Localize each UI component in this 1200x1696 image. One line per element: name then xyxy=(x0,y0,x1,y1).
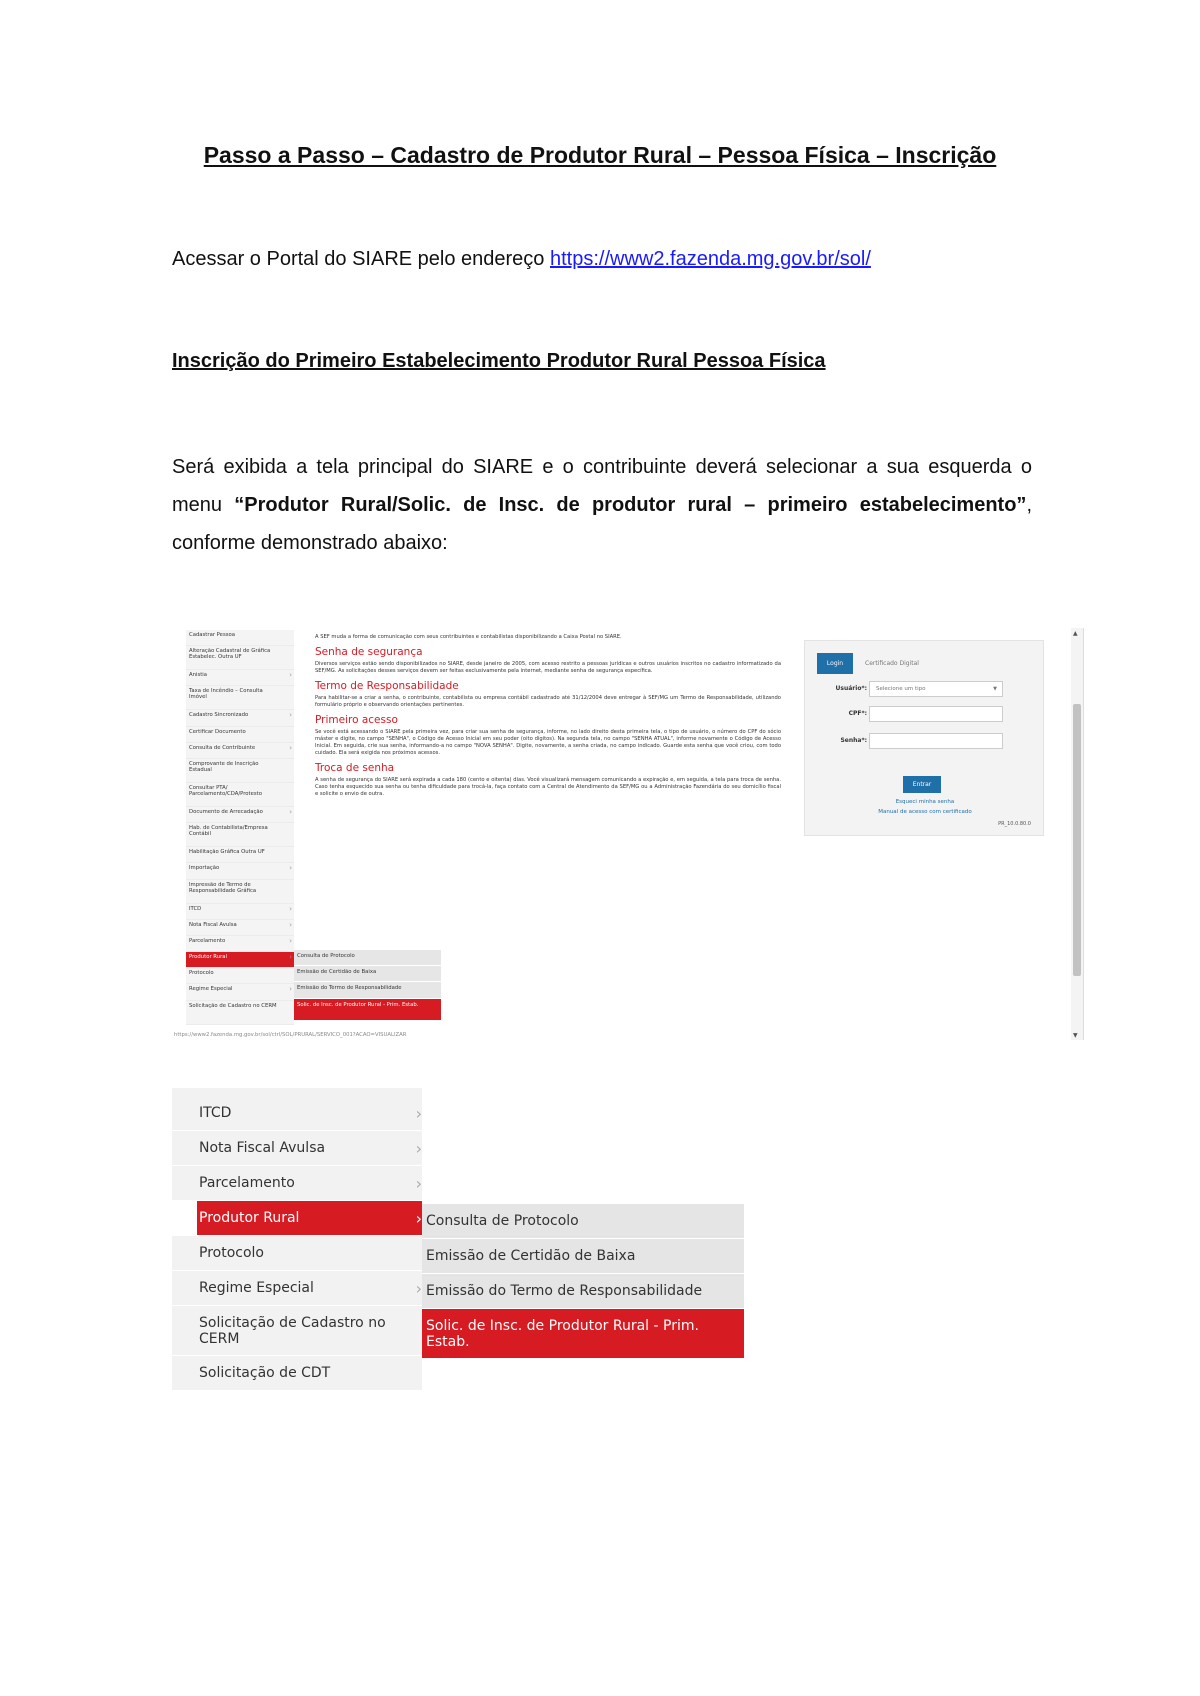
sidebar-menu-item[interactable]: Nota Fiscal Avulsa › xyxy=(186,920,294,936)
sidebar-menu-item[interactable]: Consulta de Contribuinte › xyxy=(186,743,294,759)
zoomed-menu-screenshot xyxy=(172,1088,744,1388)
section-heading: Inscrição do Primeiro Estabelecimento Produtor Rural Pessoa Física xyxy=(172,350,826,372)
sidebar-menu-item[interactable]: ITCD › xyxy=(186,904,294,920)
submenu-item[interactable]: Emissão do Termo de Responsabilidade xyxy=(294,982,441,998)
zoomed-sidebar-menu-item[interactable]: Solicitação de Cadastro no CERM xyxy=(172,1306,422,1356)
content-section-text: Diversos serviços estão sendo disponibilizados no SIARE, desde janeiro de 2005, com acesso restrito a pessoas jurídicas e outros usuários inscritos no cadastro informatizado da SEF/MG. As solicitações desses serviços devem ser feitas exclusivamente pela internet, mediante senha de segurança específica. xyxy=(315,661,781,674)
produtor-rural-submenu xyxy=(294,950,441,1021)
access-text: Acessar o Portal do SIARE pelo endereço xyxy=(172,248,545,270)
sidebar-menu-item[interactable]: Impressão de Termo de Responsabilidade Gráfica xyxy=(186,880,294,904)
zoomed-submenu-item[interactable]: Solic. de Insc. de Produtor Rural - Prim. Estab. xyxy=(422,1309,744,1359)
zoomed-produtor-rural-submenu xyxy=(422,1204,744,1359)
login-panel xyxy=(804,640,1044,836)
sidebar-menu-item[interactable]: Comprovante de Inscrição Estadual xyxy=(186,759,294,783)
sidebar-menu-item[interactable]: Certificar Documento xyxy=(186,727,294,743)
scroll-up-icon[interactable]: ▲ xyxy=(1073,630,1078,637)
scroll-down-icon[interactable]: ▼ xyxy=(1073,1032,1078,1039)
instruction-paragraph xyxy=(172,448,1032,562)
sidebar-menu-item[interactable]: Documento de Arrecadação › xyxy=(186,807,294,823)
access-instruction xyxy=(172,248,871,271)
zoomed-sidebar-menu-item[interactable]: Produtor Rural › xyxy=(197,1201,422,1236)
password-label: Senha*: xyxy=(840,737,867,744)
sidebar-menu-item[interactable]: Cadastro Sincronizado › xyxy=(186,710,294,726)
status-bar-url: https://www2.fazenda.mg.gov.br/sol/ctrl/SOL/PRURAL/SERVICO_001?ACAO=VISUALIZAR xyxy=(174,1032,407,1038)
siare-main-content xyxy=(315,634,781,798)
content-section-heading: Senha de segurança xyxy=(315,646,423,658)
submenu-item[interactable]: Emissão de Certidão de Baixa xyxy=(294,966,441,982)
document-title: Passo a Passo – Cadastro de Produtor Rural – Pessoa Física – Inscrição xyxy=(203,142,997,168)
content-section-heading: Primeiro acesso xyxy=(315,714,398,726)
enter-button[interactable]: Entrar xyxy=(903,776,941,793)
version-label: PR_10.0.80.0 xyxy=(998,821,1031,827)
caixa-postal-intro: A SEF muda a forma de comunicação com seus contribuintes e contabilistas disponibilizando a Caixa Postal no SIARE. xyxy=(315,634,622,640)
sidebar-menu-item[interactable]: Regime Especial › xyxy=(186,984,294,1000)
sidebar-menu-item[interactable]: Parcelamento › xyxy=(186,936,294,952)
siare-main-screenshot xyxy=(172,628,1084,1040)
menu-top-strip xyxy=(172,1088,422,1096)
sidebar-menu-item[interactable]: Importação › xyxy=(186,863,294,879)
content-section-text: A senha de segurança do SIARE será expirada a cada 180 (cento e oitenta) dias. Você visualizará mensagem comunicando a expiração e, em seguida, a tela para troca de senha. Caso tenha esquecido sua senha ou tenha dificuldade para trocá-la, faça contato com a Central de Atendimento da SEF/MG ou a Administração Fazendária do seu domicílio fiscal e solicite o envio de outra. xyxy=(315,777,781,797)
siare-sidebar-menu xyxy=(186,630,294,1025)
zoomed-sidebar-menu-item[interactable]: Parcelamento › xyxy=(172,1166,422,1201)
sidebar-menu-item[interactable]: Solicitação de Cadastro no CERM xyxy=(186,1001,294,1025)
zoomed-sidebar-menu-item[interactable]: Regime Especial › xyxy=(172,1271,422,1306)
portal-link[interactable]: https://www2.fazenda.mg.gov.br/sol/ xyxy=(550,248,871,270)
content-section-text: Se você está acessando o SIARE pela primeira vez, para criar sua senha de segurança, informe, no lado direito desta primeira tela, o tipo de usuário, o número do CPF do sócio máster e digite, no campo "SENHA", o Código de Acesso Inicial em seu poder (oito dígitos). Na segunda tela, no campo "SENHA ATUAL", informe novamente o Código de Acesso Inicial. Em seguida, crie sua senha, informando-a no campo "NOVA SENHA". Digite, novamente, a senha criada, no campo indicado. Guarde esta senha que você criou, com todo cuidado. Ela será exigida nos próximos acessos. xyxy=(315,729,781,756)
zoomed-sidebar-menu-item[interactable]: ITCD › xyxy=(172,1096,422,1131)
content-section-heading: Termo de Responsabilidade xyxy=(315,680,459,692)
cpf-label: CPF*: xyxy=(848,710,867,717)
chevron-down-icon: ▼ xyxy=(993,686,997,692)
sidebar-menu-item[interactable]: Anistia › xyxy=(186,670,294,686)
vertical-scrollbar[interactable] xyxy=(1071,628,1083,1040)
zoomed-submenu-item[interactable]: Consulta de Protocolo xyxy=(422,1204,744,1239)
forgot-password-link[interactable]: Esqueci minha senha xyxy=(895,799,955,805)
scrollbar-thumb[interactable] xyxy=(1073,704,1081,976)
content-section-text: Para habilitar-se a criar a senha, o contribuinte, contabilista ou empresa contábil cadastrado até 31/12/2004 deve entregar à SEF/MG um Termo de Responsabilidade, utilizando formulário próprio e observando orientações pertinentes. xyxy=(315,695,781,708)
paragraph-end: , conforme demonstrado abaixo: xyxy=(172,494,1032,554)
sidebar-menu-item[interactable]: Alteração Cadastral de Gráfica Estabelec. Outra UF xyxy=(186,646,294,670)
sidebar-menu-item[interactable]: Produtor Rural › xyxy=(186,952,294,968)
user-type-label: Usuário*: xyxy=(835,685,867,692)
zoomed-sidebar-menu-item[interactable]: Solicitação de CDT xyxy=(172,1356,422,1391)
tab-certificado-digital[interactable]: Certificado Digital xyxy=(865,660,919,667)
paragraph-start: Será exibida a tela principal do SIARE e o contribuinte deverá selecionar a sua esquerda o menu xyxy=(172,456,1032,516)
certificate-manual-link[interactable]: Manual de acesso com certificado xyxy=(878,809,972,815)
sidebar-menu-item[interactable]: Cadastrar Pessoa xyxy=(186,630,294,646)
zoomed-submenu-item[interactable]: Emissão de Certidão de Baixa xyxy=(422,1239,744,1274)
sidebar-menu-item[interactable]: Consultar PTA/ Parcelamento/CDA/Protesto xyxy=(186,783,294,807)
password-input[interactable] xyxy=(869,733,1003,749)
sidebar-menu-item[interactable]: Habilitação Gráfica Outra UF xyxy=(186,847,294,863)
user-type-select[interactable] xyxy=(869,681,1003,697)
tab-login[interactable]: Login xyxy=(817,653,853,674)
user-type-placeholder: Selecione um tipo xyxy=(876,686,926,692)
zoomed-sidebar-menu-item[interactable]: Protocolo xyxy=(172,1236,422,1271)
zoomed-sidebar-menu-item[interactable]: Nota Fiscal Avulsa › xyxy=(172,1131,422,1166)
sidebar-menu-item[interactable]: Taxa de Incêndio – Consulta Imóvel xyxy=(186,686,294,710)
submenu-item[interactable]: Solic. de Insc. de Produtor Rural - Prim. Estab. xyxy=(294,999,441,1021)
paragraph-menu-path: “Produtor Rural/Solic. de Insc. de produtor rural – primeiro estabelecimento” xyxy=(234,494,1027,516)
zoomed-sidebar-menu xyxy=(172,1096,422,1391)
zoomed-submenu-item[interactable]: Emissão do Termo de Responsabilidade xyxy=(422,1274,744,1309)
cpf-input[interactable] xyxy=(869,706,1003,722)
content-section-heading: Troca de senha xyxy=(315,762,395,774)
sidebar-menu-item[interactable]: Protocolo xyxy=(186,968,294,984)
submenu-item[interactable]: Consulta de Protocolo xyxy=(294,950,441,966)
sidebar-menu-item[interactable]: Hab. de Contabilista/Empresa Contábil xyxy=(186,823,294,847)
